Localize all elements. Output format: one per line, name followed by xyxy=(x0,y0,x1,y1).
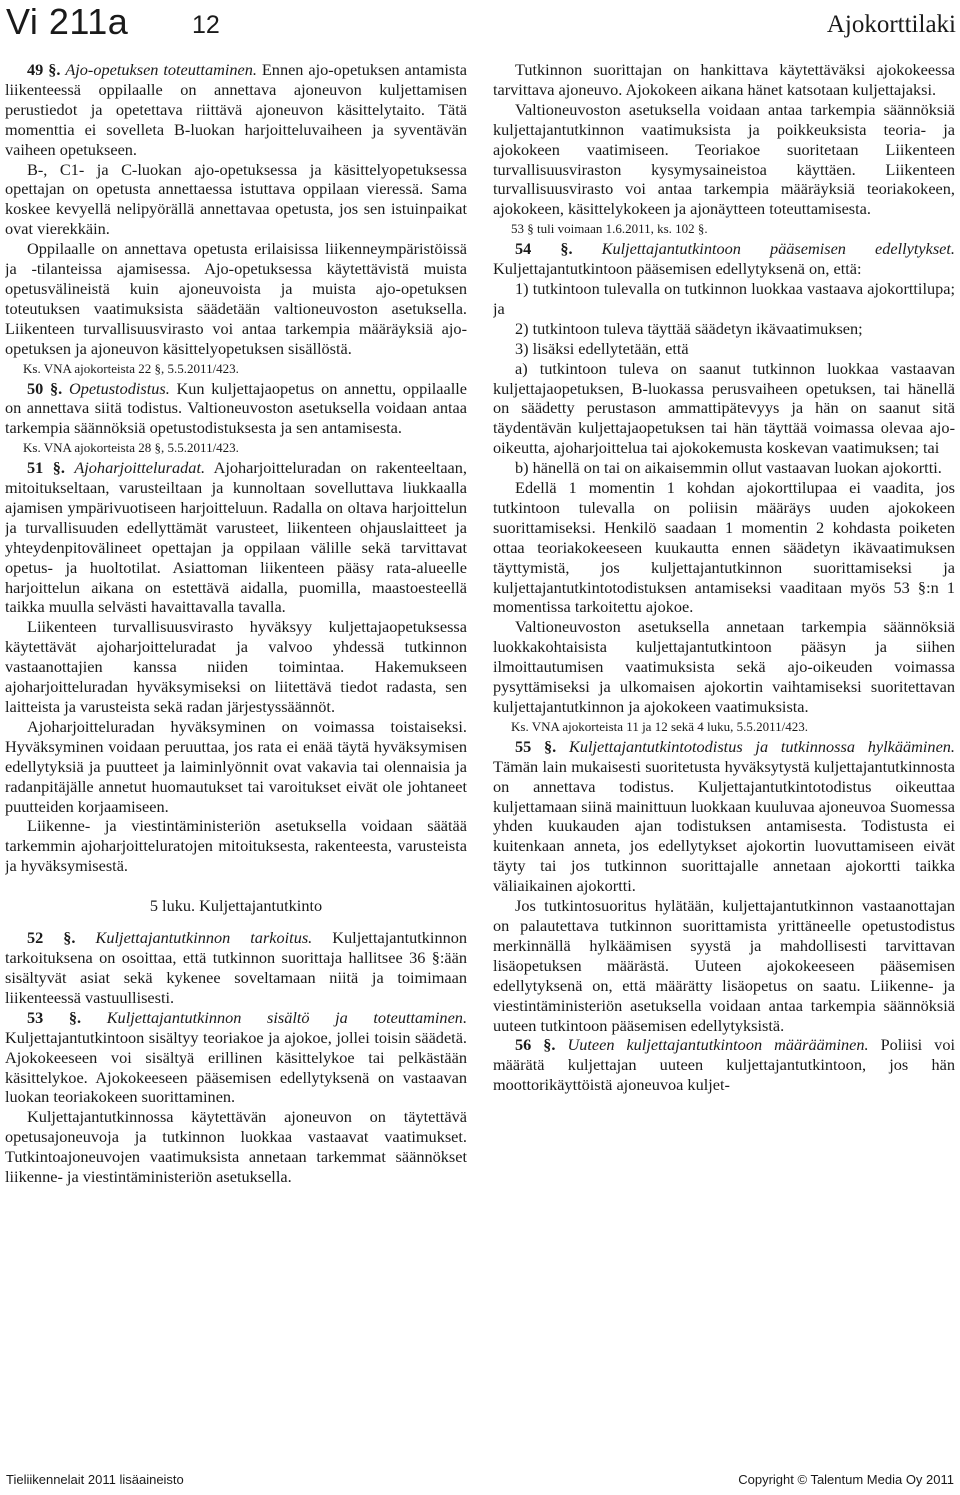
section-54-item-3a: a) tutkintoon tuleva on saanut tutkinnon luokkaa vastaavan kuljettajaopetuksen, B-luokassa perusvaiheen opetuksen, tai hänellä on säädetty perustason ammattipätevyys ja hän on saanut sitä täydentävän kuljettajaopetuksen tai hän täyttää voimassa olevaa ajo-oikeutta, ajoharjoittelua tai ajokokemusta koskevan vaatimuksen; tai xyxy=(493,358,955,458)
section-54-item-3: 3) lisäksi edellytetään, että xyxy=(515,338,689,358)
chapter-heading: 5 luku. Kuljettajantutkinto xyxy=(149,896,323,916)
section-51-para-1 xyxy=(5,458,467,617)
page-header xyxy=(0,0,960,50)
section-52-title: Kuljettajantutkinnon tarkoitus. xyxy=(95,928,313,948)
page-number: 12 xyxy=(192,11,220,39)
section-54-para-2: Edellä 1 momentin 1 kohdan ajokorttilupaa ei vaadita, jos tutkintoon tulevalla on poliisin määräys uuden ajokokeen suorittamiseksi. Henkilö saadaan 1 momentin 2 kohdasta poiketen ottaa teoriakokeeseen kuukautta ennen säädetyn ikävaatimuksen täyttymistä, jos kuljettajantutkinnon suorittamiseksi ja kuljettajantutkintotodistuksen antamiseksi vaaditaan myös 53 §:n 1 momentissa tarkoitettu ajokoe. xyxy=(493,478,955,617)
document-code: Vi 211a xyxy=(6,1,129,42)
document-title: Ajokorttilaki xyxy=(826,11,956,38)
page-footer xyxy=(0,1470,960,1492)
section-53-para-4: Valtioneuvoston asetuksella voidaan antaa tarkempia säännöksiä kuljettajantutkinnon vaatimuksista ja poikkeuksista teoria- ja ajokokeen vaatimiseen. Teoriakoe suoritetaan Liikenteen turvallisuusviraston kysymysaineistoa käyttäen. Liikenteen turvallisuusvirasto voi antaa tarkempia määräyksiä teoriakokeen, ajokokeen, käsittelykokeen ja ajonäytteen toteuttamisesta. xyxy=(493,99,955,219)
section-54-title: Kuljettajantutkintoon pääsemisen edellytykset. xyxy=(601,239,955,259)
section-55-para-2: Jos tutkintosuoritus hylätään, kuljettajantutkinnon vastaanottajan on palautettava tutkinnon suorittamista yrittäneelle opetustodistus merkinnällä hylkäämisen syystä ja mahdollisesti tarvittavan lisäopetuksen määrästä. Uuteen ajokokeeseen pääsemisen edellytyksenä on, että määrätty lisäopetus on saatu. Liikenne- ja viestintäministeriön asetuksella voidaan antaa tarkempia säännöksiä uuteen tutkintoon pääsemisen edellytyksistä. xyxy=(493,896,955,1035)
section-53-text-1: Kuljettajantutkintoon sisältyy teoriakoe ja ajokoe, jollei toisin säädetä. Ajokokeeseen voi sisältyä erillinen käsittelykoe tai pelkästään käsittelykoe. Ajokokeeseen pääsemisen edellytyksenä on vastaavan luokan teoriakokeen suorittaminen. xyxy=(5,1027,467,1107)
section-51-para-2: Liikenteen turvallisuusvirasto hyväksyy kuljettajaopetuksessa käytettävät ajoharjoitteluradat ja valvoo yhdessä tutkinnon vastaanottajien kanssa niiden toimintaa. Hakemukseen ajoharjoitteluradan hyväksymiseksi on liitettävä tiedot radasta, sen laitteista ja varusteista sekä radan järjestyssäännöt. xyxy=(5,617,467,716)
section-56-para-1 xyxy=(493,1035,955,1095)
section-49-para-3: Oppilaalle on annettava opetusta erilaisissa liikenneympäristöissä ja -tilanteissa ajamisessa. Ajo-opetuksessa käytettävistä muista opetusvälineistä kuin ajoneuvoista ja muista ajo-opetuksen toteutuksen vaatimuksista säädetään valtioneuvoston asetuksella. Liikenteen turvallisuusvirasto voi antaa tarkempia määräyksiä ajo-opetuksen ja ajoneuvon käsittelyopetuksen sisällöstä. xyxy=(5,239,467,358)
section-51-text-1: Ajoharjoitteluradan on rakenteeltaan, mitoitukseltaan, varusteiltaan ja kunnoltaan sovelluttava liukkaalla ajamisen ympärivuotiseen harjoitteluun. Radalla on oltava harjoittelun ja turvallisuuden edellyttämät varusteet, liikenteen ohjauslaitteet ja yhteydenpitovälineet opettajan ja oppilaan välille sekä tarvittavat opetus- ja huoltotilat. Asiattoman liikenteen pääsy rata-alueelle harjoittelun aikana on estettävä aidalla, puomilla, maastoesteellä taikka muulla selvästi havaittavalla tavalla. xyxy=(5,458,467,617)
section-54-para-3: Valtioneuvoston asetuksella annetaan tarkempia säännöksiä luokkakohtaisista kuljettajantutkintoon pääsyn ja siihen ilmoittautumisen vaatimuksista sekä ajo-oikeuden voimassa pysyttämiseksi ja ulkomaisen ajokortin vaihtamiseksi suoritettavan kuljettajantutkinnon ja ajokokeen vaatimuksista. xyxy=(493,617,955,716)
section-53-note: 53 § tuli voimaan 1.6.2011, ks. 102 §. xyxy=(511,221,708,237)
right-column xyxy=(493,60,955,1455)
section-50-text-1: Kun kuljettajaopetus on annettu, oppilaalle on annettava siitä todistus. Valtioneuvoston asetuksella voidaan antaa tarkempia säännöksiä opetustodistuksesta ja sen antamisesta. xyxy=(5,378,467,438)
left-column xyxy=(5,60,467,1455)
section-53-para-2: Kuljettajantutkinnossa käytettävän ajoneuvon on täytettävä opetusajoneuvoja ja tutkinnon luokkaa vastaavat vaatimukset. Tutkintoajoneuvojen vaatimuksista annetaan tarkemmat säännökset liikenne- ja viestintäministeriön asetuksella. xyxy=(5,1107,467,1187)
section-54-text-1: Kuljettajantutkintoon pääsemisen edellytyksenä on, että: xyxy=(493,259,862,279)
section-49-number: 49 §. xyxy=(27,60,61,79)
section-49-para-1 xyxy=(5,60,467,160)
section-51-number: 51 §. xyxy=(27,458,65,478)
section-51-para-4: Liikenne- ja viestintäministeriön asetuksella voidaan säätää tarkemmin ajoharjoitteluratojen mitoituksesta, rakenteesta, varusteista ja hyväksymisestä. xyxy=(5,816,467,876)
section-51-title: Ajoharjoitteluradat. xyxy=(74,458,206,478)
section-54-item-1: 1) tutkintoon tulevalla on tutkinnon luokkaa vastaava ajokorttilupa; ja xyxy=(493,278,955,318)
section-54-reference: Ks. VNA ajokorteista 11 ja 12 sekä 4 luku, 5.5.2011/423. xyxy=(511,718,809,734)
section-55-number: 55 §. xyxy=(515,736,557,756)
section-55-para-1 xyxy=(493,737,955,896)
section-50-title: Opetustodistus. xyxy=(68,378,170,398)
section-50-number: 50 §. xyxy=(27,378,63,398)
section-54-para-1 xyxy=(493,239,955,279)
section-49-reference: Ks. VNA ajokorteista 22 §, 5.5.2011/423. xyxy=(23,360,239,376)
footer-publication: Tieliikennelait 2011 lisäaineisto xyxy=(6,1472,184,1487)
section-51-para-3: Ajoharjoitteluradan hyväksyminen on voimassa toistaiseksi. Hyväksyminen voidaan peruuttaa, jos rata ei enää täytä hyväksymisen edellytyksiä ja puutteet ja laiminlyönnit ovat vakavia tai olennaisia ja radanpitäjälle annetut huomautukset tai varoitukset eivät ole johtaneet puutteiden korjaamiseen. xyxy=(5,716,467,816)
section-54-item-3b: b) hänellä on tai on aikaisemmin ollut vastaavan luokan ajokortti. xyxy=(515,458,942,478)
section-49-title: Ajo-opetuksen toteuttaminen. xyxy=(65,60,257,79)
section-54-number: 54 §. xyxy=(515,239,573,259)
section-52-para-1 xyxy=(5,928,467,1008)
section-52-text-1: Kuljettajantutkinnon tarkoituksena on osoittaa, että tutkinnon suorittaja hallitsee 36 §:ään sisältyvät asiat sekä kykenee soveltamaan niitä ja toimimaan liikenteessä vastuullisesti. xyxy=(5,928,467,1007)
section-56-title: Uuteen kuljettajantutkintoon määrääminen. xyxy=(567,1035,869,1055)
section-56-number: 56 §. xyxy=(515,1035,556,1055)
section-53-number: 53 §. xyxy=(27,1007,82,1027)
section-55-title: Kuljettajantutkintotodistus ja tutkinnossa hylkääminen. xyxy=(569,736,955,756)
section-53-para-1 xyxy=(5,1008,467,1108)
section-49-text-1: Ennen ajo-opetuksen antamista liikenteessä oppilaalle on annettava ajoneuvon kuljettamisen perustiedot ja opetettava riittävä ajoneuvon käsittelytaito. Tätä momenttia ei sovelleta B-luokan harjoitteluvaiheen ja syventävän vaiheen opetukseen. xyxy=(5,60,467,159)
section-52-number: 52 §. xyxy=(27,928,76,948)
section-54-item-2: 2) tutkintoon tuleva täyttää säädetyn ikävaatimuksen; xyxy=(515,318,863,338)
section-53-title: Kuljettajantutkinnon sisältö ja toteuttaminen. xyxy=(106,1007,467,1027)
section-49-para-2: B-, C1- ja C-luokan ajo-opetuksessa ja käsittelyopetuksessa opettajan on opetusta annettaessa istuttava oppilaan vieressä. Sama koskee kevyellä nelipyörällä annettavaa opetusta, jos sen istuinpaikat ovat vierekkäin. xyxy=(5,159,467,239)
section-56-text-1: Poliisi voi määrätä kuljettajan uuteen kuljettajantutkintoon, jos hän moottorikäyttöistä ajoneuvoa kuljet- xyxy=(493,1035,955,1095)
section-50-reference: Ks. VNA ajokorteista 28 §, 5.5.2011/423. xyxy=(23,440,239,456)
footer-copyright: Copyright © Talentum Media Oy 2011 xyxy=(738,1472,954,1487)
section-53-para-3: Tutkinnon suorittajan on hankittava käytettäväksi ajokokeessa tarvittava ajoneuvo. Ajokokeen aikana hänet katsotaan kuljettajaksi. xyxy=(493,60,955,99)
section-55-text-1: Tämän lain mukaisesti suoritetusta hyväksytystä kuljettajantutkinnosta on annettava todistus. Kuljettajantutkintotodistus oikeuttaa kuljettamaan siinä mainittuun luokkaan kuuluvaa ajoneuvoa Suomessa yhden kuukauden ajan todistuksen antamisesta. Todistusta ei kuitenkaan anneta, jos edellytykset ajokortin luovuttamiseen eivät täyty tai jos tutkinnon suorittajalle annetaan ajokortti taikka väliaikainen ajokortti. xyxy=(493,756,955,896)
section-50-para-1 xyxy=(5,379,467,439)
